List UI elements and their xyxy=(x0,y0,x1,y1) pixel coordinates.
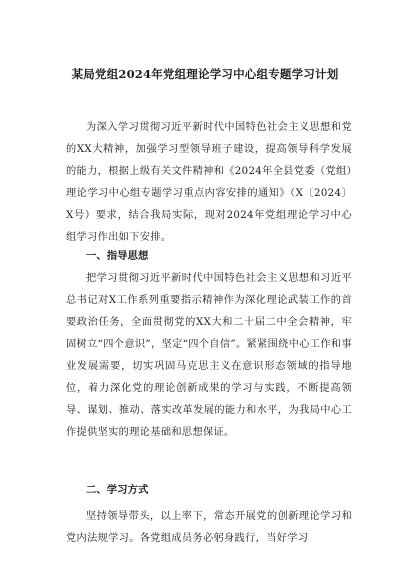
study-method-paragraph: 坚持领导带头，以上率下，常态开展党的创新理论学习和党内法规学习。各党组成员务必躬身践行，当好学习 xyxy=(66,511,352,544)
section-heading-guiding-ideology: 一、指导思想 xyxy=(86,250,149,262)
guiding-ideology-paragraph: 把学习贯彻习近平新时代中国特色社会主义思想和习近平总书记对X工作系列重要指示精神作为深化理论武装工作的首要政治任务，全面贯彻党的XX大和二十届二中全会精神，牢固树立“四个意识”，坚定“四个自信”。紧紧围绕中心工作和事业发展需要，切实巩固马克思主义在意识形态领域的指导地位，着力深化党的理论创新成果的学习与实践，不断提高领导、谋划、推动、落实改革发展的能力和水平，为我局中心工作提供坚实的理论基础和思想保证。 xyxy=(66,273,352,438)
document-title: 某局党组2024年党组理论学习中心组专题学习计划 xyxy=(71,67,339,81)
intro-paragraph: 为深入学习贯彻习近平新时代中国特色社会主义思想和党的XX大精神，加强学习型领导班子建设，提高领导科学发展的能力，根据上级有关文件精神和《2024年全县党委（党组）理论学习中心组专题学习重点内容安排的通知》（X〔2024〕X号）要求，结合我局实际，现对2024年党组理论学习中心组学习作出如下安排。 xyxy=(66,122,352,243)
section-heading-study-method: 二、学习方式 xyxy=(86,484,149,496)
